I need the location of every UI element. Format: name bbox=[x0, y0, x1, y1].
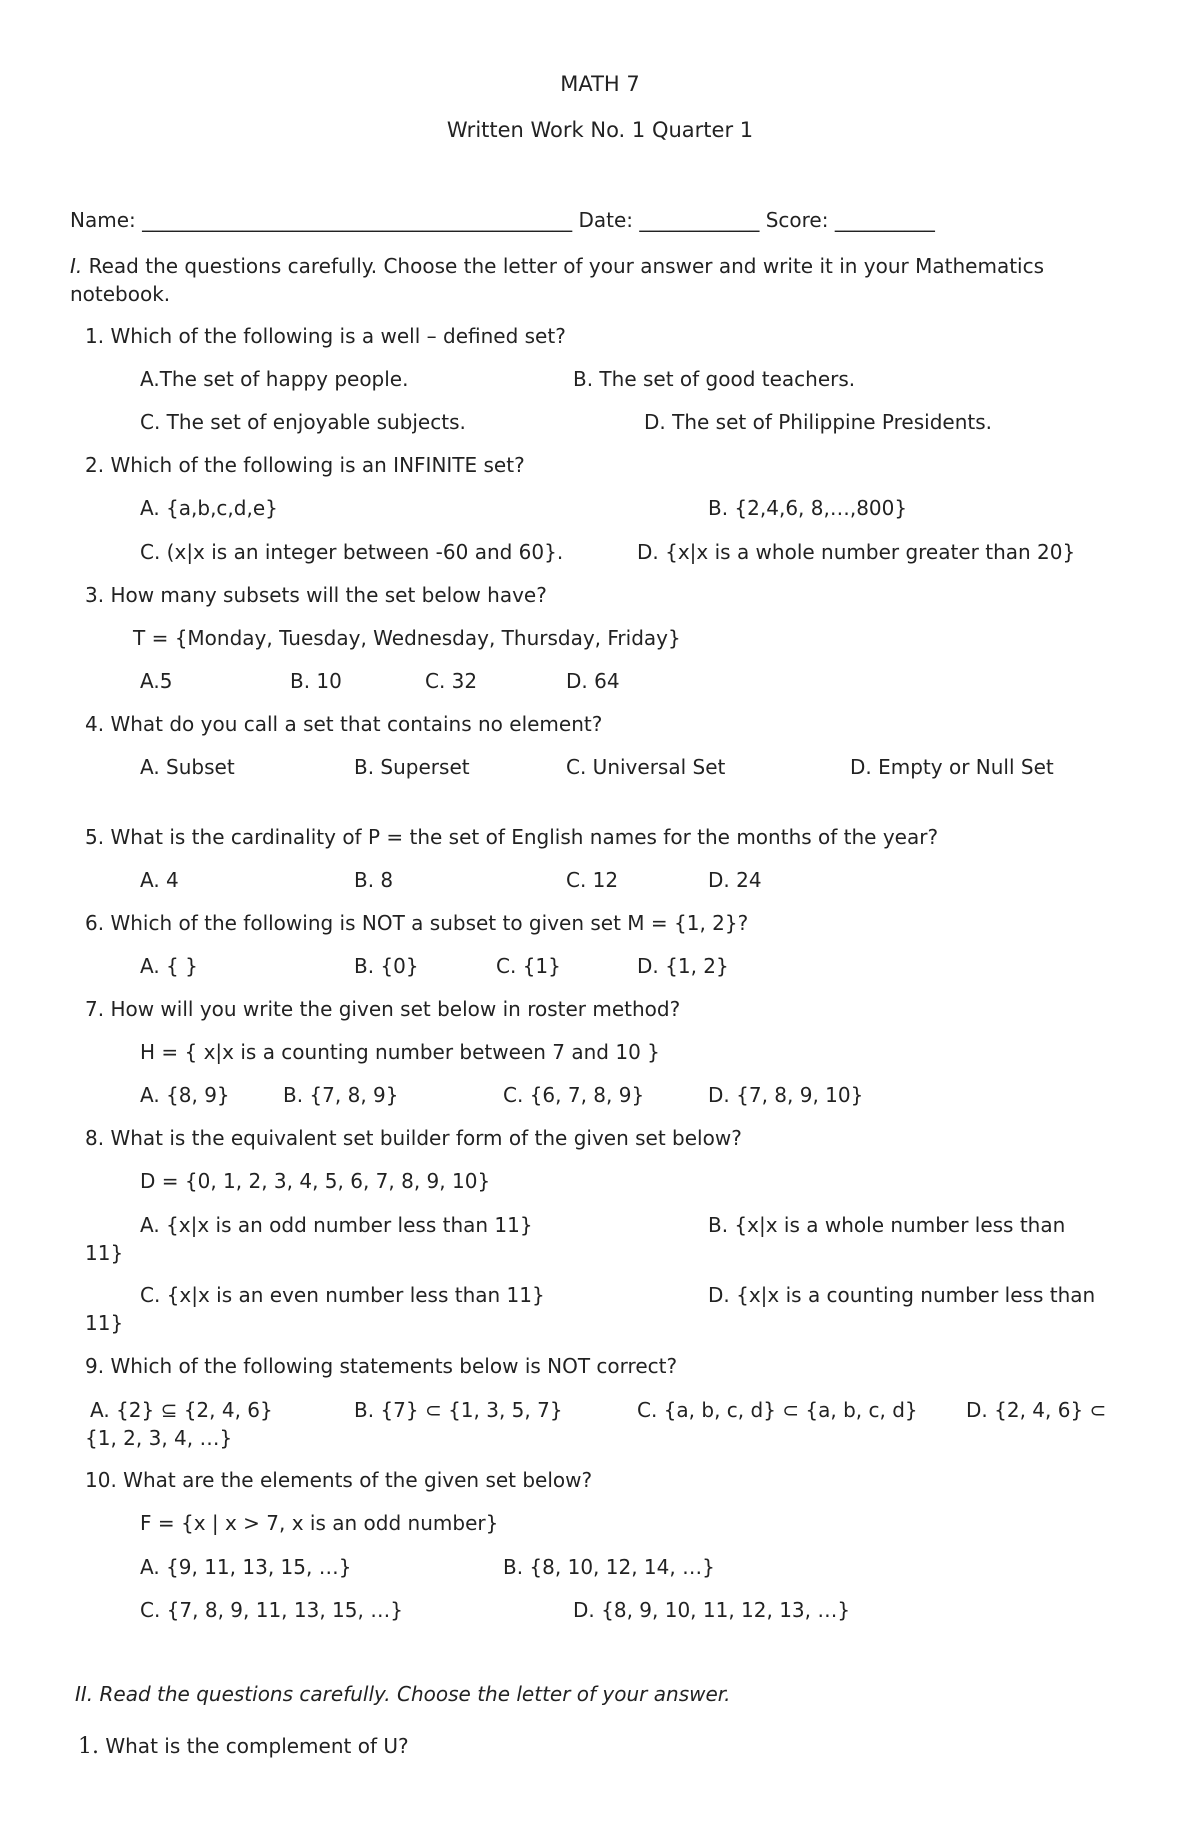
q6-choice-b: B. {0} bbox=[354, 954, 419, 978]
part2-q1-text: What is the complement of U? bbox=[105, 1734, 409, 1758]
q2-choice-c: C. (x|x is an integer between -60 and 60}. bbox=[140, 540, 564, 564]
q8-given-set: D = {0, 1, 2, 3, 4, 5, 6, 7, 8, 9, 10} bbox=[140, 1169, 491, 1193]
q9-choice-d: D. {2, 4, 6} ⊂ bbox=[966, 1398, 1107, 1422]
question-6: 6. Which of the following is NOT a subset to given set M = {1, 2}? bbox=[85, 911, 749, 935]
q8-choice-c: C. {x|x is an even number less than 11} bbox=[140, 1283, 545, 1307]
q2-choice-b: B. {2,4,6, 8,…,800} bbox=[708, 496, 908, 520]
part1-instruction-text: Read the questions carefully. Choose the letter of your answer and write it in your Mathematics bbox=[82, 254, 1045, 278]
q5-choice-c: C. 12 bbox=[566, 868, 619, 892]
q3-choice-d: D. 64 bbox=[566, 669, 620, 693]
part2-instruction: II. Read the questions carefully. Choose the letter of your answer. bbox=[75, 1682, 731, 1706]
page-title: MATH 7 bbox=[560, 72, 640, 96]
q3-choice-b: B. 10 bbox=[290, 669, 342, 693]
q7-choice-b: B. {7, 8, 9} bbox=[283, 1083, 399, 1107]
q1-choice-a: A.The set of happy people. bbox=[140, 367, 409, 391]
question-5: 5. What is the cardinality of P = the set of English names for the months of the year? bbox=[85, 825, 939, 849]
q6-choice-c: C. {1} bbox=[496, 954, 561, 978]
q7-choice-c: C. {6, 7, 8, 9} bbox=[503, 1083, 645, 1107]
q4-choice-b: B. Superset bbox=[354, 755, 470, 779]
part2-question-1 bbox=[78, 1734, 409, 1759]
q1-choice-d: D. The set of Philippine Presidents. bbox=[644, 410, 992, 434]
q9-choice-a: A. {2} ⊆ {2, 4, 6} bbox=[90, 1398, 273, 1422]
q10-given-set: F = {x | x > 7, x is an odd number} bbox=[140, 1511, 499, 1535]
question-3: 3. How many subsets will the set below have? bbox=[85, 583, 547, 607]
q3-choice-a: A.5 bbox=[140, 669, 173, 693]
q9-choice-d-cont: {1, 2, 3, 4, …} bbox=[85, 1426, 233, 1450]
q7-choice-d: D. {7, 8, 9, 10} bbox=[708, 1083, 864, 1107]
q7-choice-a: A. {8, 9} bbox=[140, 1083, 230, 1107]
page-subtitle: Written Work No. 1 Quarter 1 bbox=[446, 118, 754, 142]
q2-choice-a: A. {a,b,c,d,e} bbox=[140, 496, 278, 520]
q10-choice-b: B. {8, 10, 12, 14, …} bbox=[503, 1555, 715, 1579]
question-10: 10. What are the elements of the given set below? bbox=[85, 1468, 593, 1492]
q6-choice-a: A. { } bbox=[140, 954, 198, 978]
q10-choice-d: D. {8, 9, 10, 11, 12, 13, …} bbox=[573, 1598, 851, 1622]
q10-choice-c: C. {7, 8, 9, 11, 13, 15, …} bbox=[140, 1598, 403, 1622]
q6-choice-d: D. {1, 2} bbox=[637, 954, 729, 978]
question-4: 4. What do you call a set that contains no element? bbox=[85, 712, 603, 736]
q5-choice-a: A. 4 bbox=[140, 868, 179, 892]
q1-choice-c: C. The set of enjoyable subjects. bbox=[140, 410, 466, 434]
q8-choice-d-cont: 11} bbox=[85, 1311, 124, 1335]
q3-choice-c: C. 32 bbox=[425, 669, 478, 693]
question-7: 7. How will you write the given set below in roster method? bbox=[85, 997, 681, 1021]
q2-choice-d: D. {x|x is a whole number greater than 20} bbox=[637, 540, 1076, 564]
q4-choice-c: C. Universal Set bbox=[566, 755, 726, 779]
question-9: 9. Which of the following statements below is NOT correct? bbox=[85, 1354, 678, 1378]
q5-choice-d: D. 24 bbox=[708, 868, 762, 892]
question-2: 2. Which of the following is an INFINITE set? bbox=[85, 453, 525, 477]
question-1: 1. Which of the following is a well – defined set? bbox=[85, 324, 566, 348]
part1-label: I. bbox=[70, 254, 83, 278]
q9-choice-b: B. {7} ⊂ {1, 3, 5, 7} bbox=[354, 1398, 563, 1422]
q4-choice-d: D. Empty or Null Set bbox=[850, 755, 1054, 779]
student-info-line: Name: ___________________________________________ Date: ____________ Score: __________ bbox=[70, 208, 935, 232]
q5-choice-b: B. 8 bbox=[354, 868, 394, 892]
q10-choice-a: A. {9, 11, 13, 15, …} bbox=[140, 1555, 352, 1579]
q9-choice-c: C. {a, b, c, d} ⊂ {a, b, c, d} bbox=[637, 1398, 918, 1422]
part1-instruction-cont: notebook. bbox=[70, 282, 171, 306]
q8-choice-b-cont: 11} bbox=[85, 1241, 124, 1265]
q4-choice-a: A. Subset bbox=[140, 755, 235, 779]
q8-choice-a: A. {x|x is an odd number less than 11} bbox=[140, 1213, 533, 1237]
part1-instruction bbox=[70, 254, 1044, 278]
q3-given-set: T = {Monday, Tuesday, Wednesday, Thursday, Friday} bbox=[133, 626, 681, 650]
q7-given-set: H = { x|x is a counting number between 7 and 10 } bbox=[140, 1040, 660, 1064]
q1-choice-b: B. The set of good teachers. bbox=[573, 367, 856, 391]
part2-q1-number: 1. bbox=[78, 1734, 99, 1759]
q8-choice-d: D. {x|x is a counting number less than bbox=[708, 1283, 1096, 1307]
question-8: 8. What is the equivalent set builder form of the given set below? bbox=[85, 1126, 742, 1150]
q8-choice-b: B. {x|x is a whole number less than bbox=[708, 1213, 1066, 1237]
